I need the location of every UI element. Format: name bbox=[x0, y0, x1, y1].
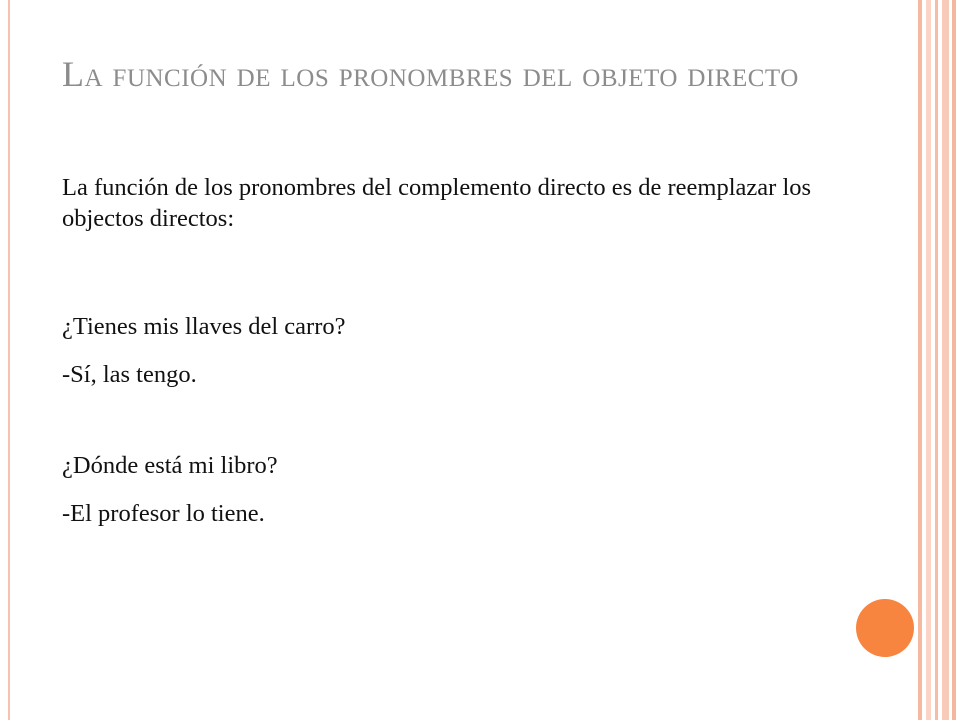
example-answer-2: -El profesor lo tiene. bbox=[62, 500, 265, 527]
band-stripe bbox=[935, 0, 938, 720]
intro-text: La función de los pronombres del complemento directo es de reemplazar los objectos directos: bbox=[62, 174, 812, 232]
band-stripe bbox=[942, 0, 949, 720]
slide-title: La función de los pronombres del objeto directo bbox=[62, 54, 799, 94]
band-stripe bbox=[952, 0, 956, 720]
example-answer-1: -Sí, las tengo. bbox=[62, 361, 197, 388]
accent-circle bbox=[856, 599, 914, 657]
right-decorative-band bbox=[918, 0, 960, 720]
slide-body bbox=[62, 172, 862, 527]
band-stripe bbox=[926, 0, 931, 720]
band-stripe bbox=[918, 0, 922, 720]
example-question-1: ¿Tienes mis llaves del carro? bbox=[62, 313, 346, 340]
left-frame-line bbox=[8, 0, 10, 720]
example-question-2: ¿Dónde está mi libro? bbox=[62, 452, 278, 479]
